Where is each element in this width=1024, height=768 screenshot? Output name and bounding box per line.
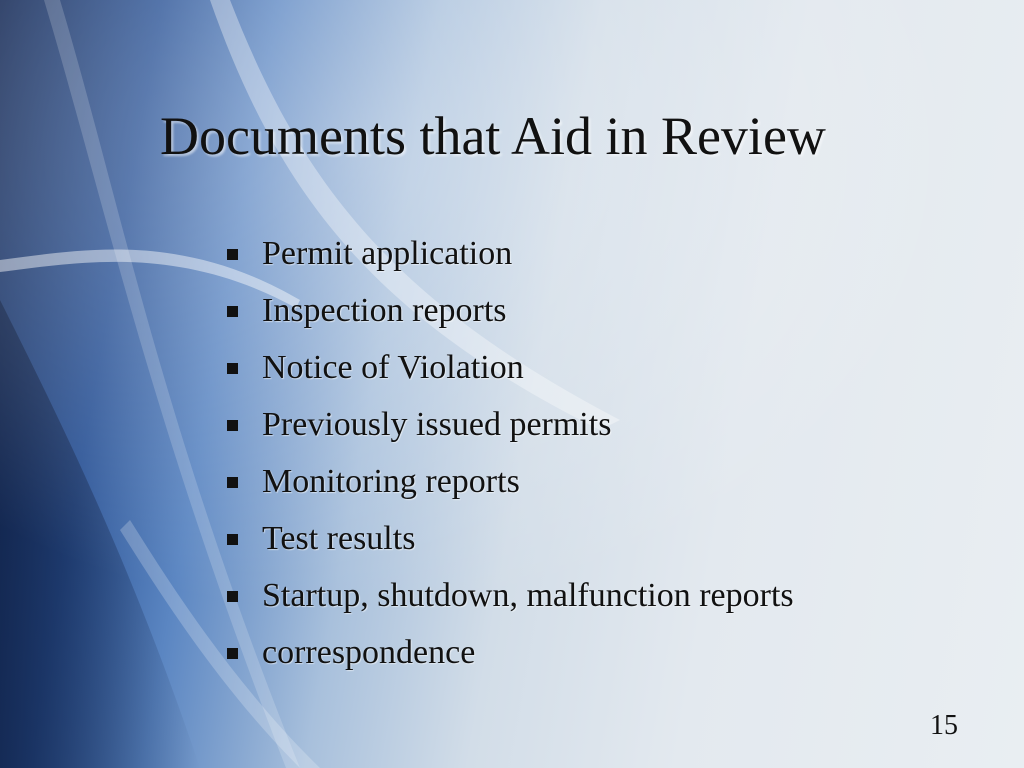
square-bullet-icon	[227, 534, 238, 545]
bullet-list	[225, 228, 985, 684]
bullet-text: Test results	[262, 520, 416, 557]
square-bullet-icon	[227, 363, 238, 374]
bullet-text: Previously issued permits	[262, 406, 612, 443]
list-item	[225, 285, 985, 342]
square-bullet-icon	[227, 249, 238, 260]
page-number: 15	[930, 710, 958, 741]
square-bullet-icon	[227, 648, 238, 659]
list-item	[225, 570, 985, 627]
list-item	[225, 228, 985, 285]
square-bullet-icon	[227, 591, 238, 602]
list-item	[225, 342, 985, 399]
bullet-text: Startup, shutdown, malfunction reports	[262, 577, 794, 614]
list-item	[225, 513, 985, 570]
bullet-text: correspondence	[262, 634, 476, 671]
list-item	[225, 399, 985, 456]
bullet-text: Permit application	[262, 235, 513, 272]
list-item	[225, 627, 985, 684]
bullet-text: Notice of Violation	[262, 349, 524, 386]
list-item	[225, 456, 985, 513]
square-bullet-icon	[227, 306, 238, 317]
square-bullet-icon	[227, 420, 238, 431]
bullet-text: Inspection reports	[262, 292, 507, 329]
slide-title: Documents that Aid in Review	[160, 106, 826, 166]
bullet-text: Monitoring reports	[262, 463, 520, 500]
square-bullet-icon	[227, 477, 238, 488]
